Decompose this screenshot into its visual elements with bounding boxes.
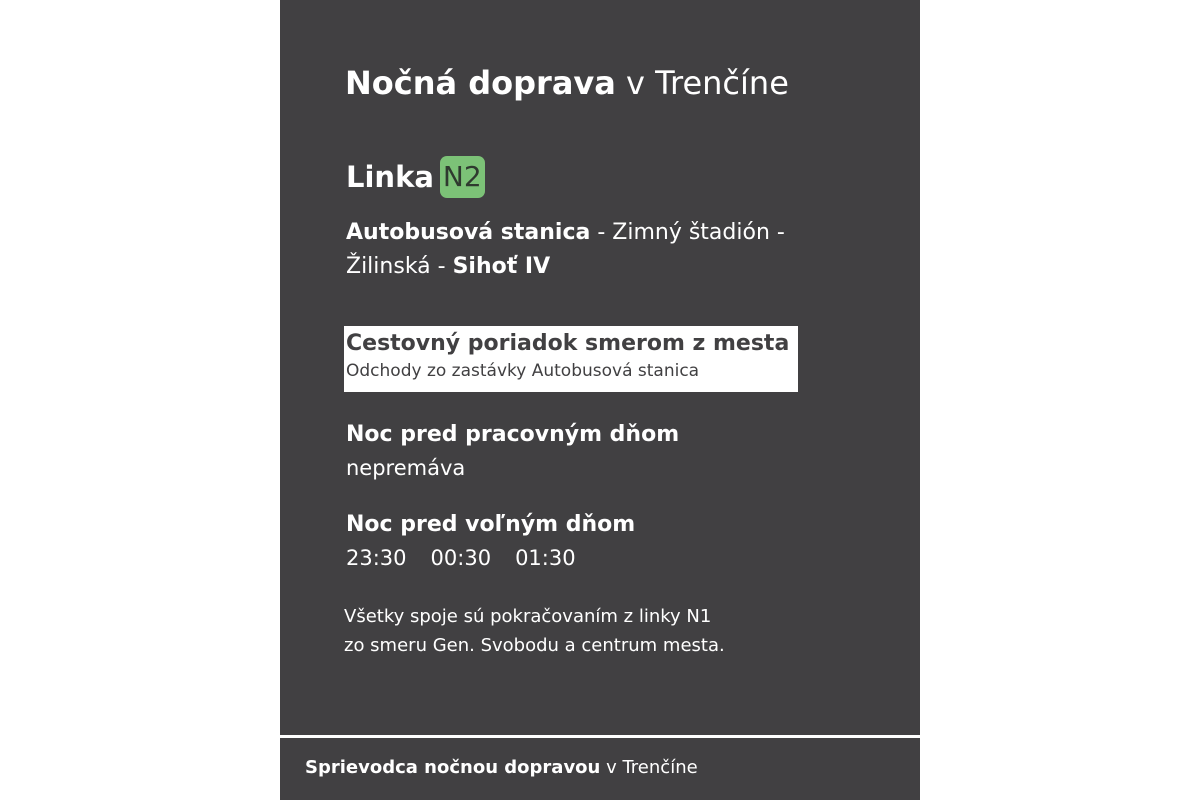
departure-time: 23:30 [346, 546, 407, 570]
divider [280, 735, 920, 738]
departure-time: 00:30 [430, 546, 492, 570]
timetable-panel [280, 0, 920, 800]
departure-times [346, 546, 600, 570]
line-heading: Linka N2 [346, 156, 485, 198]
page-title: Nočná doprava v Trenčíne [345, 64, 789, 102]
timetable-direction-box: Cestovný poriadok smerom z mesta Odchody zo zastávky Autobusová stanica [344, 326, 798, 392]
workday-text: nepremáva [346, 456, 466, 480]
holiday-heading: Noc pred voľným dňom [346, 512, 636, 537]
line-badge: N2 [440, 156, 485, 198]
departure-time: 01:30 [515, 546, 576, 570]
route-description: Autobusová stanica - Zimný štadión - Žilinská - Sihoť IV [346, 220, 785, 279]
continuation-note: Všetky spoje sú pokračovaním z linky N1 zo smeru Gen. Svobodu a centrum mesta. [344, 606, 725, 656]
workday-heading: Noc pred pracovným dňom [346, 422, 680, 447]
footer-title: Sprievodca nočnou dopravou v Trenčíne [305, 757, 698, 778]
